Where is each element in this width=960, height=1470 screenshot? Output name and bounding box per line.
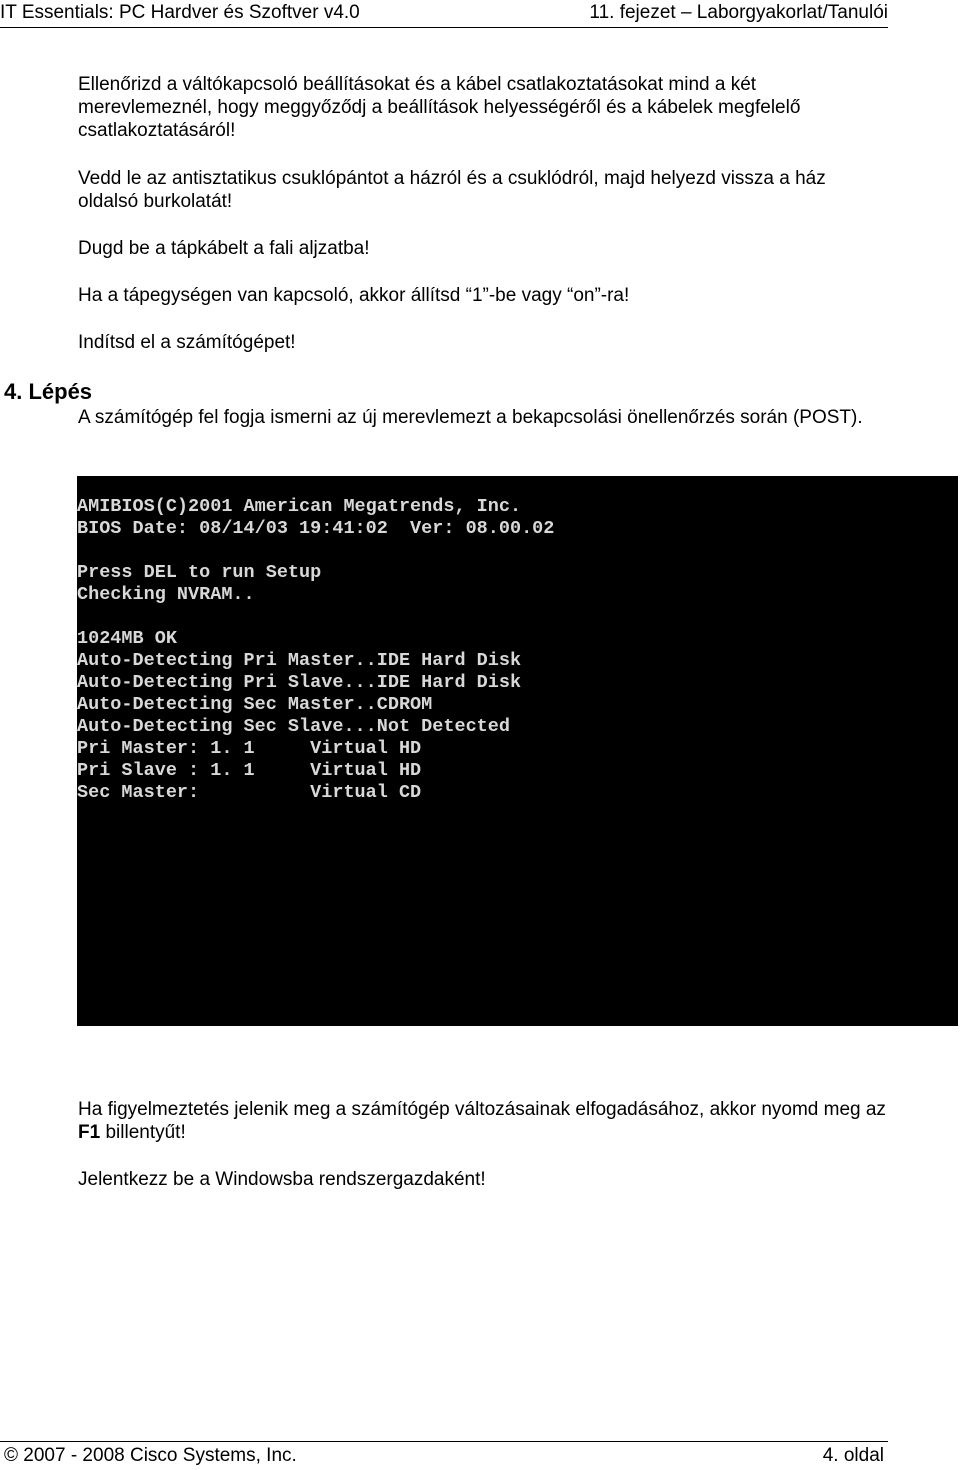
bios-line-pri-master-detect: Auto-Detecting Pri Master..IDE Hard Disk: [77, 650, 522, 671]
press-f1-text-after: billentyűt!: [100, 1122, 186, 1143]
bios-line-pri-master: Pri Master: 1. 1 Virtual HD: [77, 738, 422, 759]
bios-line-nvram: Checking NVRAM..: [77, 584, 255, 605]
bios-line-sec-slave-detect: Auto-Detecting Sec Slave...Not Detected: [77, 716, 510, 737]
footer-copyright: © 2007 - 2008 Cisco Systems, Inc.: [4, 1445, 297, 1466]
bios-line-setup-hint: Press DEL to run Setup: [77, 562, 322, 583]
paragraph-login-admin: Jelentkezz be a Windowsba rendszergazdaként!: [78, 1169, 486, 1190]
header-chapter-title: 11. fejezet – Laborgyakorlat/Tanulói: [589, 2, 888, 23]
paragraph-check-jumpers: Ellenőrizd a váltókapcsoló beállításokat és a kábel csatlakoztatásokat mind a két merevlemeznél, hogy meggyőződj a beállítások helyességéről és a kábelek megfelelő csatlakoztatásáról!: [78, 74, 801, 141]
f1-key-label: F1: [78, 1122, 101, 1143]
step-4-text: A számítógép fel fogja ismerni az új merevlemezt a bekapcsolási önellenőrzés során (POST).: [78, 407, 863, 428]
page-footer: [0, 1441, 888, 1470]
bios-line-date: BIOS Date: 08/14/03 19:41:02 Ver: 08.00.02: [77, 518, 555, 539]
paragraph-remove-strap: Vedd le az antisztatikus csuklópántot a házról és a csuklódról, majd helyezd vissza a ház oldalsó burkolatát!: [78, 168, 826, 212]
bios-line-memory: 1024MB OK: [77, 628, 177, 649]
step-4-heading: 4. Lépés: [4, 379, 93, 404]
paragraph-press-f1: [78, 1098, 888, 1144]
page-header: [0, 0, 888, 28]
header-course-title: IT Essentials: PC Hardver és Szoftver v4.0: [0, 2, 360, 23]
bios-line-sec-master: Sec Master: Virtual CD: [77, 782, 422, 803]
bios-line-pri-slave-detect: Auto-Detecting Pri Slave...IDE Hard Disk: [77, 672, 522, 693]
paragraph-power-switch: Ha a tápegységen van kapcsoló, akkor állítsd “1”-be vagy “on”-ra!: [78, 285, 630, 306]
footer-page-number: 4. oldal: [822, 1445, 884, 1466]
bios-line-copyright: AMIBIOS(C)2001 American Megatrends, Inc.: [77, 496, 522, 517]
paragraph-start-computer: Indítsd el a számítógépet!: [78, 332, 296, 353]
bios-line-sec-master-detect: Auto-Detecting Sec Master..CDROM: [77, 694, 433, 715]
press-f1-text-before: Ha figyelmeztetés jelenik meg a számítógép változásainak elfogadásához, akkor nyomd meg az: [78, 1099, 886, 1120]
paragraph-plug-power: Dugd be a tápkábelt a fali aljzatba!: [78, 238, 370, 259]
bios-post-screenshot: [77, 476, 958, 1026]
bios-line-pri-slave: Pri Slave : 1. 1 Virtual HD: [77, 760, 422, 781]
